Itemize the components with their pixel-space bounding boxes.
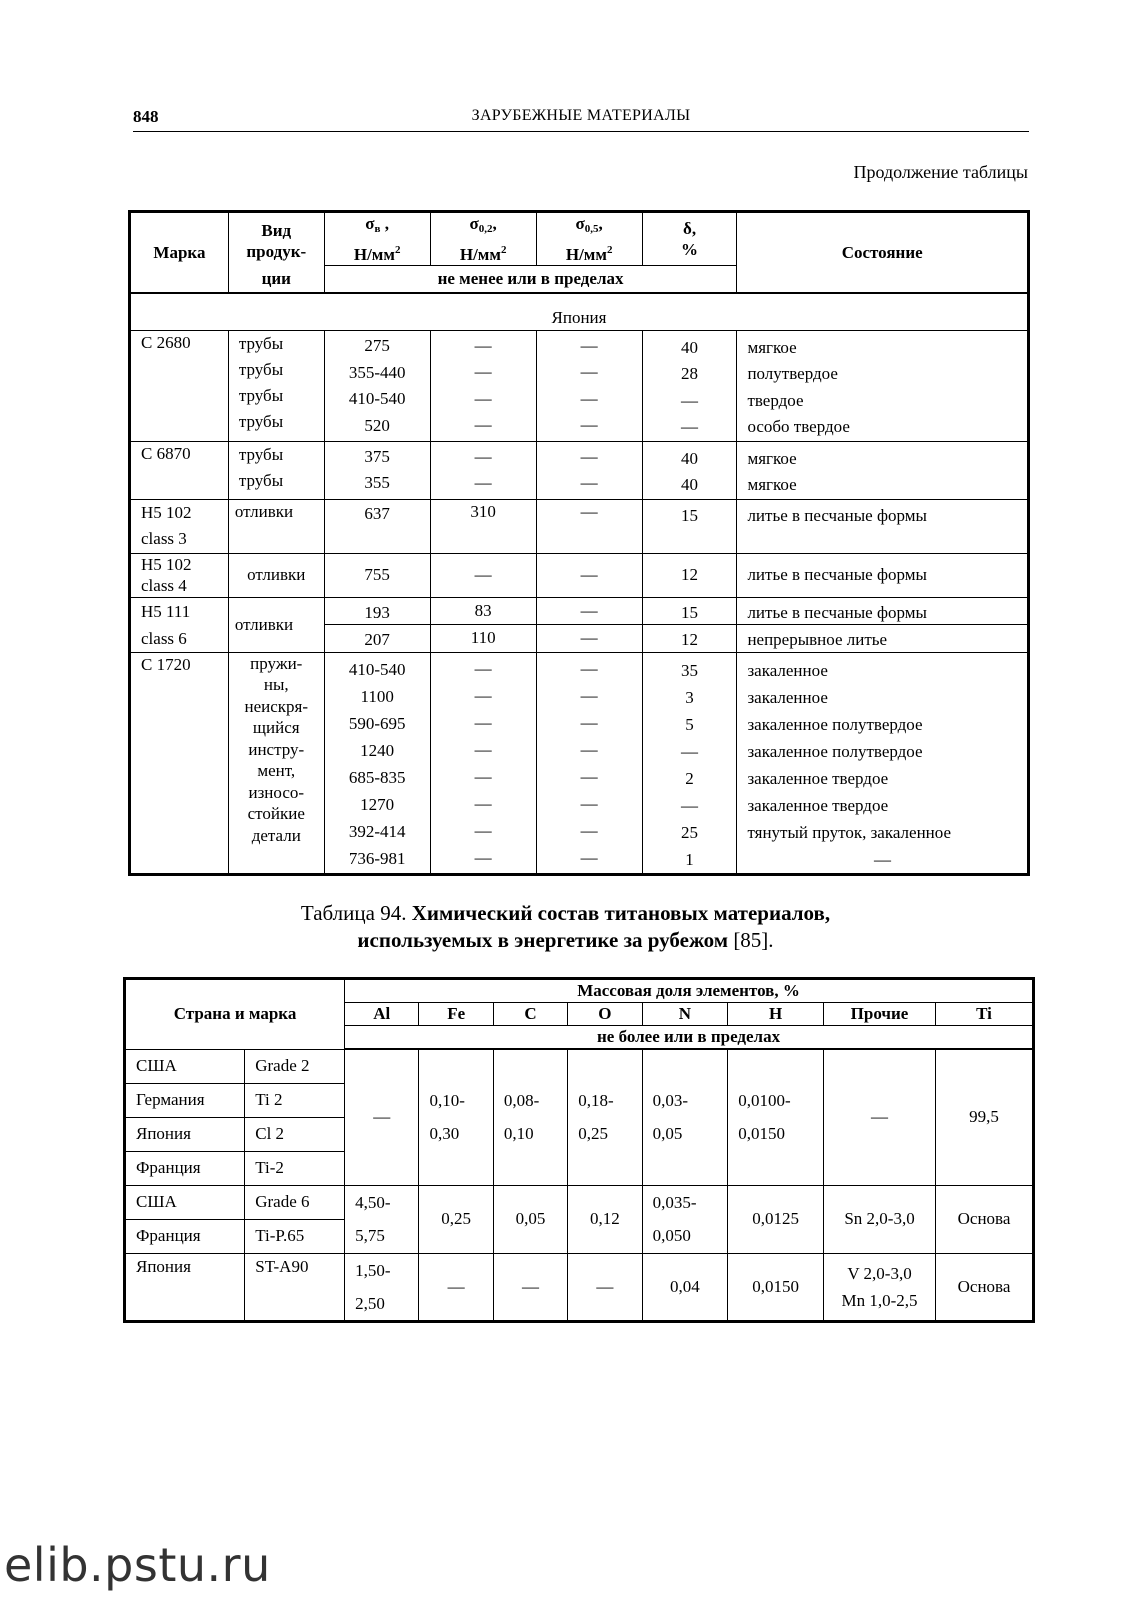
cell-o: 0,12 [568,1185,642,1253]
table-row [130,330,1029,441]
cell-c: — [493,1253,567,1321]
col-header-vid: Вид продук- [228,212,324,266]
cell-state: мягкое мягкое [737,441,1029,499]
cell-state: литье в песчаные формы [737,553,1029,597]
cell-vid: трубы трубы трубы трубы [228,330,324,441]
cell-sb: 375 355 [324,441,430,499]
cell-vid: пружи- ны, неискря- щийся инстру- мент, износо- стойкие детали [228,652,324,874]
cell-mark: Ti-P.65 [245,1219,345,1253]
col-header-o: O [568,1003,642,1026]
col-header-h: H [728,1003,824,1026]
watermark: elib.pstu.ru [4,1538,271,1592]
cell-s05: — — — — [536,330,642,441]
cell-state: литье в песчаные формы [737,597,1029,625]
cell-n: 0,03- 0,05 [642,1049,728,1185]
col-header-mass: Массовая доля элементов, % [345,979,1034,1003]
header-row [125,979,1034,1003]
cell-marka: С 1720 [130,652,229,874]
cell-s02: — — — — [430,330,536,441]
cell-s05: — [536,553,642,597]
table-row [130,652,1029,874]
cell-fe: — [419,1253,493,1321]
cell-country: Германия [125,1083,245,1117]
cell-sb: 207 [324,625,430,653]
col-header-sigma-b: $\sigma_в$ , $Н/мм^2$ [324,212,430,266]
cell-marka: С 6870 [130,441,229,499]
cell-vid: трубы трубы [228,441,324,499]
country-row [130,293,1029,331]
cell-mark: ST-A90 [245,1253,345,1321]
col-header-sigma-05: $\sigma_{0,5}$, $Н/мм^2$ [536,212,642,266]
cell-s05: — [536,625,642,653]
cell-mark: Ti-2 [245,1151,345,1185]
cell-country: США [125,1049,245,1083]
span-note: не менее или в пределах [324,266,737,293]
cell-s02: 110 [430,625,536,653]
cell-h: 0,0125 [728,1185,824,1253]
cell-mark: Grade 6 [245,1185,345,1219]
cell-s02: 310 [430,499,536,553]
cell-sb: 410-540 1100 590-695 1240 685-835 1270 392-414 736-981 [324,652,430,874]
page-number: 848 [133,107,159,126]
cell-delta: 12 [642,625,737,653]
cell-s02: — — [430,441,536,499]
cell-al: 1,50- 2,50 [345,1253,419,1321]
table-row [130,553,1029,597]
cell-delta: 15 [642,597,737,625]
cell-state: закаленное закаленное закаленное полутвердое закаленное полутвердое закаленное твердое закаленное твердое тянутый пруток, закаленное — [737,652,1029,874]
cell-fe: 0,25 [419,1185,493,1253]
cell-s02: — — — — — — — — [430,652,536,874]
col-header-vid-cont: ции [228,266,324,293]
table-row [130,441,1029,499]
cell-mark: Ti 2 [245,1083,345,1117]
table-row [125,1049,1034,1083]
cell-delta: 35 3 5 — 2 — 25 1 [642,652,737,874]
col-header-sigma-02: $\sigma_{0,2}$, $Н/мм^2$ [430,212,536,266]
cell-n: 0,04 [642,1253,728,1321]
running-title: ЗАРУБЕЖНЫЕ МАТЕРИАЛЫ [471,107,691,124]
table-row [125,1185,1034,1219]
cell-marka: Н5 102 class 4 [130,553,229,597]
col-header-fe: Fe [419,1003,493,1026]
col-header-other: Прочие [823,1003,935,1026]
cell-s05: — — [536,441,642,499]
cell-ti: Основа [936,1253,1034,1321]
col-header-marka: Марка [130,212,229,293]
table-row [130,597,1029,625]
col-header-state: Состояние [737,212,1029,293]
cell-s05: — [536,499,642,553]
cell-state: мягкое полутвердое твердое особо твердое [737,330,1029,441]
cell-h: 0,0100- 0,0150 [728,1049,824,1185]
composition-table [123,977,1035,1323]
cell-country: Япония [125,1253,245,1321]
cell-other: V 2,0-3,0 Mn 1,0-2,5 [823,1253,935,1321]
cell-state: литье в песчаные формы [737,499,1029,553]
col-header-country-mark: Страна и марка [125,979,345,1050]
cell-country: Франция [125,1219,245,1253]
cell-other: Sn 2,0-3,0 [823,1185,935,1253]
cell-s02: — [430,553,536,597]
table-caption: Таблица 94. Химический состав титановых материалов, используемых в энергетике за рубежом [85]. [300,901,831,952]
cell-delta: 40 40 [642,441,737,499]
cell-al: 4,50- 5,75 [345,1185,419,1253]
table-row [125,1253,1034,1321]
properties-table [128,210,1030,876]
cell-fe: 0,10- 0,30 [419,1049,493,1185]
cell-vid: отливки [228,553,324,597]
cell-marka: Н5 102 class 3 [130,499,229,553]
cell-ti: Основа [936,1185,1034,1253]
cell-sb: 275 355-440 410-540 520 [324,330,430,441]
cell-sb: 193 [324,597,430,625]
cell-s05: — — — — — — — — [536,652,642,874]
cell-country: США [125,1185,245,1219]
cell-ti: 99,5 [936,1049,1034,1185]
col-header-ti: Ti [936,1003,1034,1026]
cell-s02: 83 [430,597,536,625]
cell-o: 0,18- 0,25 [568,1049,642,1185]
cell-vid: отливки [228,499,324,553]
cell-sb: 637 [324,499,430,553]
cell-mark: Cl 2 [245,1117,345,1151]
col-header-delta: δ, % [642,212,737,266]
cell-mark: Grade 2 [245,1049,345,1083]
cell-o: — [568,1253,642,1321]
country-label: Япония [130,293,1029,331]
col-header-n: N [642,1003,728,1026]
cell-delta: 15 [642,499,737,553]
cell-state: непрерывное литье [737,625,1029,653]
cell-other: — [823,1049,935,1185]
col-header-c: C [493,1003,567,1026]
col-header-al: Al [345,1003,419,1026]
continuation-note: Продолжение таблицы [853,162,1028,182]
cell-sb: 755 [324,553,430,597]
cell-al: — [345,1049,419,1185]
page-header [133,105,1029,132]
cell-marka: Н5 111 class 6 [130,597,229,652]
cell-marka: С 2680 [130,330,229,441]
cell-n: 0,035- 0,050 [642,1185,728,1253]
header-row [130,212,1029,266]
cell-s05: — [536,597,642,625]
table-row [130,499,1029,553]
cell-delta: 40 28 — — [642,330,737,441]
cell-c: 0,08- 0,10 [493,1049,567,1185]
cell-delta: 12 [642,553,737,597]
cell-country: Япония [125,1117,245,1151]
cell-h: 0,0150 [728,1253,824,1321]
cell-c: 0,05 [493,1185,567,1253]
col-header-note: не более или в пределах [345,1026,1034,1050]
cell-country: Франция [125,1151,245,1185]
cell-vid: отливки [228,597,324,652]
